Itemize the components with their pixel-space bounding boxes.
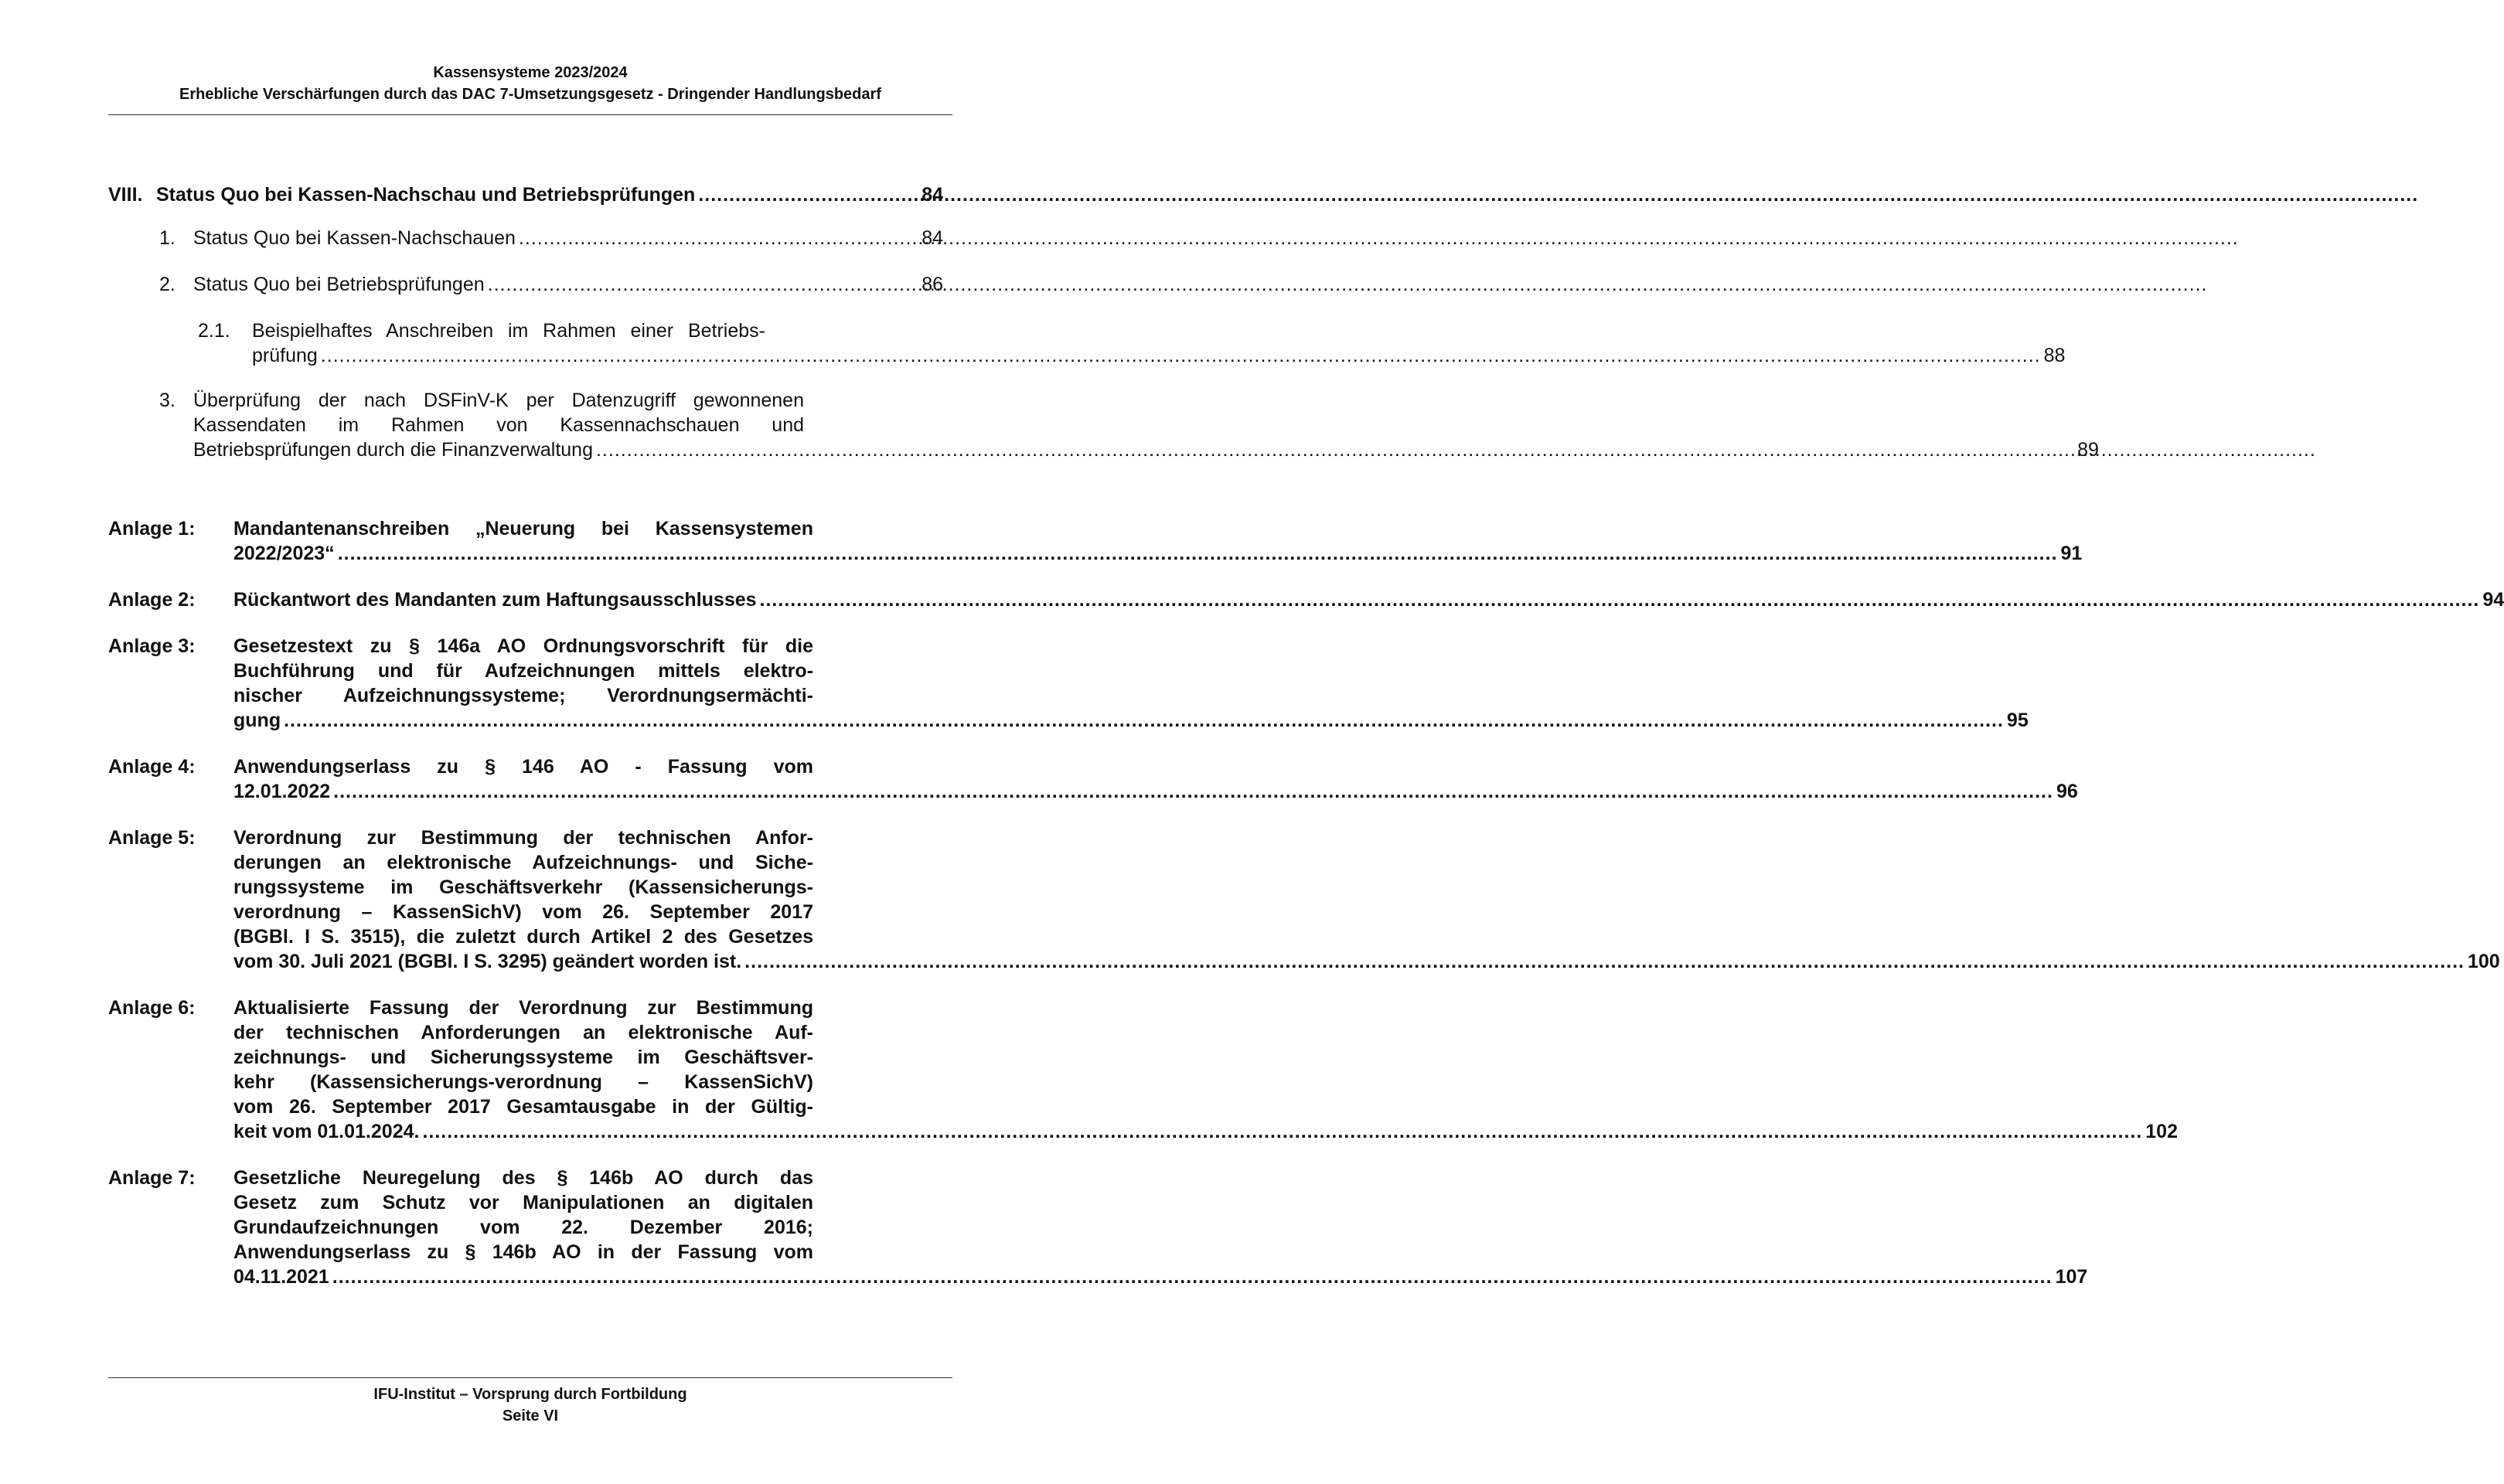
anlage-title-line: Grundaufzeichnungen vom 22. Dezember 2016;: [233, 1217, 813, 1238]
toc-title: Status Quo bei Kassen-Nachschauen: [193, 227, 516, 249]
toc-title-line: Überprüfung der nach DSFinV-K per Datenzugriff gewonnenen: [193, 390, 804, 411]
anlage-title-line: Rückantwort des Mandanten zum Haftungsausschlusses: [233, 589, 757, 611]
anlage-title-line: 04.11.2021: [233, 1266, 329, 1288]
anlage-title-line: kehr (Kassensicherungs-verordnung – KassenSichV): [233, 1071, 813, 1093]
toc-page: 94: [2482, 589, 2504, 611]
toc-leader: [321, 343, 2041, 368]
toc-anlage-5: [108, 825, 2500, 974]
toc-leader: [760, 587, 2480, 612]
toc-anlage-2: [108, 587, 2504, 612]
toc-page: 84: [922, 227, 943, 249]
toc-title: Status Quo bei Betriebsprüfungen: [193, 274, 485, 295]
toc-page: 100: [2468, 951, 2500, 972]
page-footer: [108, 1384, 952, 1427]
anlage-title-line: Aktualisierte Fassung der Verordnung zur Bestimmung: [233, 997, 813, 1019]
toc-anlage-1: [108, 516, 2083, 566]
toc-leader: [488, 272, 919, 297]
toc-page: 102: [2145, 1121, 2178, 1142]
footer-rule: [108, 1377, 952, 1378]
table-of-contents: [108, 182, 2504, 1311]
toc-anlage-7: [108, 1166, 2088, 1289]
toc-subsection-2: [159, 272, 943, 297]
toc-number: 2.: [159, 274, 175, 295]
anlage-title-line: Gesetzestext zu § 146a AO Ordnungsvorschrift für die: [233, 635, 813, 657]
toc-subsection-2-1: [198, 318, 2066, 368]
anlage-title-line: vom 30. Juli 2021 (BGBl. I S. 3295) geändert worden ist.: [233, 951, 742, 972]
toc-section-viii: [108, 182, 943, 207]
toc-title-line: Kassendaten im Rahmen von Kassennachschauen und: [193, 414, 804, 436]
toc-leader: [596, 437, 2074, 462]
toc-page: 95: [2006, 710, 2029, 731]
anlage-label: Anlage 2:: [108, 589, 196, 611]
toc-leader: [422, 1119, 2142, 1144]
anlage-title-line: 12.01.2022: [233, 781, 331, 802]
anlage-title-line: gung: [233, 710, 281, 731]
toc-number: 3.: [159, 390, 175, 411]
anlage-label: Anlage 6:: [108, 997, 196, 1019]
toc-number: VIII.: [108, 184, 143, 206]
header-subtitle: Erhebliche Verschärfungen durch das DAC 7-Umsetzungsgesetz - Dringender Handlungsbedarf: [179, 86, 881, 103]
toc-subsection-1: [159, 226, 943, 250]
anlage-title-line: zeichnungs- und Sicherungssysteme im Geschäftsver-: [233, 1047, 813, 1068]
toc-leader: [698, 182, 918, 207]
anlage-title-line: Anwendungserlass zu § 146b AO in der Fassung vom: [233, 1241, 813, 1263]
anlage-title-line: rungssysteme im Geschäftsverkehr (Kassensicherungs-: [233, 876, 813, 898]
anlage-title-line: der technischen Anforderungen an elektronische Auf-: [233, 1022, 813, 1043]
anlage-title-line: Gesetz zum Schutz vor Manipulationen an digitalen: [233, 1192, 813, 1213]
toc-anlage-4: [108, 754, 2078, 804]
anlage-title-line: vom 26. September 2017 Gesamtausgabe in der Gültig-: [233, 1096, 813, 1118]
toc-page: 96: [2056, 781, 2078, 802]
toc-title-line: Beispielhaftes Anschreiben im Rahmen einer Betriebs-: [252, 320, 765, 342]
footer-institute: IFU-Institut – Vorsprung durch Fortbildung: [373, 1386, 687, 1403]
anlage-label: Anlage 5:: [108, 827, 196, 849]
toc-number: 1.: [159, 227, 175, 249]
toc-page: 107: [2055, 1266, 2088, 1288]
toc-page: 86: [922, 274, 943, 295]
anlage-title-line: nischer Aufzeichnungssysteme; Verordnungsermächti-: [233, 685, 813, 706]
toc-page: 91: [2060, 543, 2083, 564]
toc-page: 88: [2043, 345, 2066, 366]
toc-leader: [284, 708, 2004, 733]
toc-page: 84: [922, 184, 943, 206]
toc-anlage-6: [108, 996, 2178, 1144]
anlage-title-line: 2022/2023“: [233, 543, 335, 564]
anlage-label: Anlage 3:: [108, 635, 196, 657]
toc-leader: [332, 1264, 2053, 1289]
toc-leader: [519, 226, 918, 250]
toc-title: Status Quo bei Kassen-Nachschau und Betriebsprüfungen: [156, 184, 696, 206]
toc-number: 2.1.: [198, 320, 230, 342]
anlage-title-line: derungen an elektronische Aufzeichnungs- und Siche-: [233, 852, 813, 873]
toc-anlage-3: [108, 634, 2029, 733]
anlage-title-line: Anwendungserlass zu § 146 AO - Fassung vom: [233, 756, 813, 778]
header-rule: [108, 114, 952, 115]
toc-title-line: Betriebsprüfungen durch die Finanzverwaltung: [193, 439, 593, 461]
anlage-title-line: (BGBl. I S. 3515), die zuletzt durch Artikel 2 des Gesetzes: [233, 926, 813, 948]
page-header: [108, 62, 952, 105]
anlage-label: Anlage 4:: [108, 756, 196, 778]
page-number: Seite VI: [502, 1407, 559, 1424]
toc-title-line: prüfung: [252, 345, 318, 366]
anlage-title-line: Mandantenanschreiben „Neuerung bei Kassensystemen: [233, 518, 813, 539]
toc-subsection-3: [159, 388, 2099, 462]
anlage-title-line: Gesetzliche Neuregelung des § 146b AO durch das: [233, 1167, 813, 1189]
anlage-title-line: Buchführung und für Aufzeichnungen mittels elektro-: [233, 660, 813, 682]
header-title: Kassensysteme 2023/2024: [433, 64, 628, 81]
toc-page: 89: [2077, 439, 2099, 461]
anlage-label: Anlage 7:: [108, 1167, 196, 1189]
anlage-title-line: Verordnung zur Bestimmung der technischen Anfor-: [233, 827, 813, 849]
toc-leader: [744, 949, 2465, 974]
toc-leader: [333, 779, 2053, 804]
toc-leader: [338, 541, 2058, 566]
anlage-label: Anlage 1:: [108, 518, 196, 539]
anlage-title-line: verordnung – KassenSichV) vom 26. September 2017: [233, 901, 813, 923]
anlage-title-line: keit vom 01.01.2024.: [233, 1121, 420, 1142]
